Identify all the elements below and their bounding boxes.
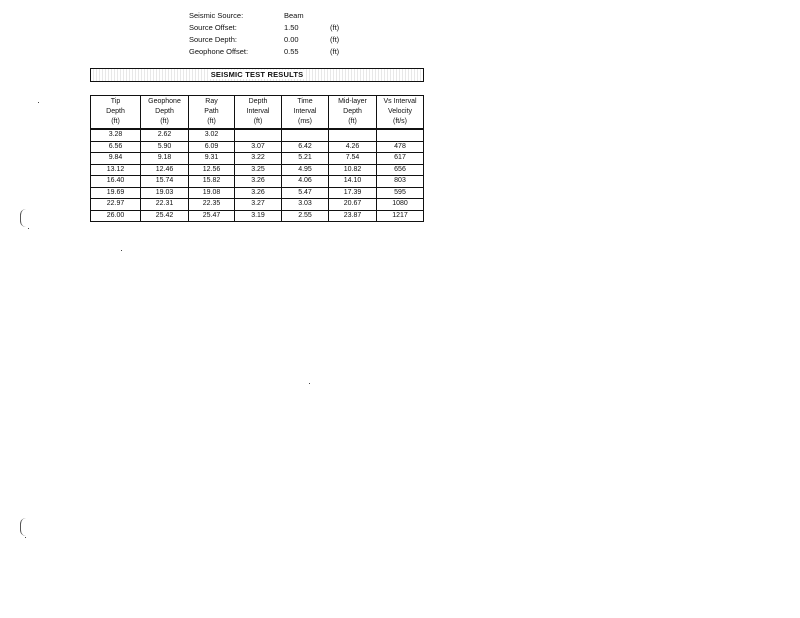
table-cell: 13.12 [91, 164, 141, 176]
table-cell: 3.22 [235, 153, 282, 165]
table-cell: 10.82 [329, 164, 377, 176]
column-header-line: (ft) [348, 118, 357, 125]
column-header-line: Velocity [387, 108, 413, 115]
scan-speck [309, 383, 310, 384]
table-cell: 2.62 [141, 129, 189, 141]
table-cell: 16.40 [91, 176, 141, 188]
column-header-line: (ft) [253, 118, 263, 125]
table-row [91, 176, 424, 188]
column-header-line: (ft) [207, 118, 216, 125]
column-header [91, 96, 141, 130]
column-header-line: (ft) [111, 118, 120, 125]
seismic-parameters [189, 10, 360, 58]
parameter-value: 1.50 [284, 23, 299, 32]
parameter-row [189, 34, 360, 46]
column-header-line: Depth [248, 98, 268, 105]
column-header [189, 96, 235, 130]
table-cell: 17.39 [329, 187, 377, 199]
scan-mark [20, 518, 26, 536]
parameter-value: 0.00 [284, 35, 299, 44]
table-cell [282, 129, 329, 141]
column-header-line: (ms) [298, 118, 312, 125]
column-header [141, 96, 189, 130]
scan-mark [20, 209, 27, 227]
table-cell: 4.95 [282, 164, 329, 176]
column-header-line: Depth [343, 108, 362, 115]
table-cell: 595 [377, 187, 424, 199]
scan-speck [25, 537, 26, 538]
column-header [377, 96, 424, 130]
table-cell: 3.26 [235, 187, 282, 199]
column-header-line: Vs Interval [383, 98, 417, 105]
table-cell: 3.02 [189, 129, 235, 141]
table-cell: 4.26 [329, 141, 377, 153]
table-cell: 9.18 [141, 153, 189, 165]
table-cell: 3.07 [235, 141, 282, 153]
table-cell: 5.21 [282, 153, 329, 165]
parameter-unit: (ft) [330, 47, 340, 56]
table-cell: 25.42 [141, 210, 189, 222]
parameter-unit [330, 10, 360, 22]
parameter-label: Seismic Source: [189, 11, 244, 20]
table-cell: 26.00 [91, 210, 141, 222]
column-header-line: Interval [246, 108, 270, 115]
table-cell: 7.54 [329, 153, 377, 165]
seismic-results-table [90, 95, 424, 222]
scan-speck [28, 228, 29, 229]
parameter-label: Geophone Offset: [189, 47, 249, 56]
table-cell: 6.09 [189, 141, 235, 153]
results-banner [90, 68, 424, 82]
table-row [91, 164, 424, 176]
column-header-line: Depth [106, 108, 125, 115]
table-cell: 3.25 [235, 164, 282, 176]
table-cell: 9.84 [91, 153, 141, 165]
table-row [91, 141, 424, 153]
table-cell: 22.35 [189, 199, 235, 211]
table-cell: 5.47 [282, 187, 329, 199]
table-cell: 19.03 [141, 187, 189, 199]
scan-speck [121, 250, 122, 251]
table-cell: 4.06 [282, 176, 329, 188]
table-cell: 3.19 [235, 210, 282, 222]
table-cell: 19.69 [91, 187, 141, 199]
table-cell: 617 [377, 153, 424, 165]
parameter-unit: (ft) [330, 35, 340, 44]
table-cell: 3.27 [235, 199, 282, 211]
table-row [91, 153, 424, 165]
scan-speck [38, 102, 39, 103]
table-cell: 19.08 [189, 187, 235, 199]
table-cell [377, 129, 424, 141]
column-header-line: (ft) [160, 118, 169, 125]
table-cell: 15.82 [189, 176, 235, 188]
column-header-line: Tip [110, 98, 121, 105]
table-cell: 478 [377, 141, 424, 153]
column-header-line: Time [297, 98, 313, 105]
table-cell: 20.67 [329, 199, 377, 211]
table-row [91, 199, 424, 211]
parameter-row [189, 22, 360, 34]
table-cell: 6.42 [282, 141, 329, 153]
column-header [282, 96, 329, 130]
parameter-row [189, 46, 360, 58]
column-header-line: (ft/s) [393, 118, 407, 125]
column-header-line: Geophone [148, 98, 181, 105]
table-cell: 2.55 [282, 210, 329, 222]
parameter-value: 0.55 [284, 47, 299, 56]
column-header-line: Mid-layer [338, 98, 367, 105]
table-cell: 22.97 [91, 199, 141, 211]
table-cell: 5.90 [141, 141, 189, 153]
table-cell [329, 129, 377, 141]
table-cell: 3.03 [282, 199, 329, 211]
column-header-line: Interval [293, 108, 317, 115]
parameter-label: Source Depth: [189, 35, 237, 44]
table-header-row [91, 96, 424, 130]
table-cell: 23.87 [329, 210, 377, 222]
parameter-value: Beam [284, 11, 304, 20]
table-cell: 656 [377, 164, 424, 176]
column-header [235, 96, 282, 130]
banner-title: SEISMIC TEST RESULTS [208, 70, 307, 79]
table-cell [235, 129, 282, 141]
table-body [91, 129, 424, 222]
table-cell: 14.10 [329, 176, 377, 188]
column-header-line: Depth [155, 108, 174, 115]
table-row [91, 187, 424, 199]
column-header-line: Ray [205, 98, 218, 105]
table-cell: 22.31 [141, 199, 189, 211]
table-cell: 3.26 [235, 176, 282, 188]
table-cell: 803 [377, 176, 424, 188]
table-row [91, 210, 424, 222]
table-cell: 6.56 [91, 141, 141, 153]
table-cell: 1080 [377, 199, 424, 211]
table-cell: 1217 [377, 210, 424, 222]
table-cell: 9.31 [189, 153, 235, 165]
table-row [91, 129, 424, 141]
parameter-row [189, 10, 360, 22]
table-cell: 12.46 [141, 164, 189, 176]
column-header [329, 96, 377, 130]
parameter-unit: (ft) [330, 23, 340, 32]
table-cell: 25.47 [189, 210, 235, 222]
table-cell: 15.74 [141, 176, 189, 188]
column-header-line: Path [204, 108, 219, 115]
table-cell: 12.56 [189, 164, 235, 176]
table-cell: 3.28 [91, 129, 141, 141]
parameter-label: Source Offset: [189, 23, 237, 32]
